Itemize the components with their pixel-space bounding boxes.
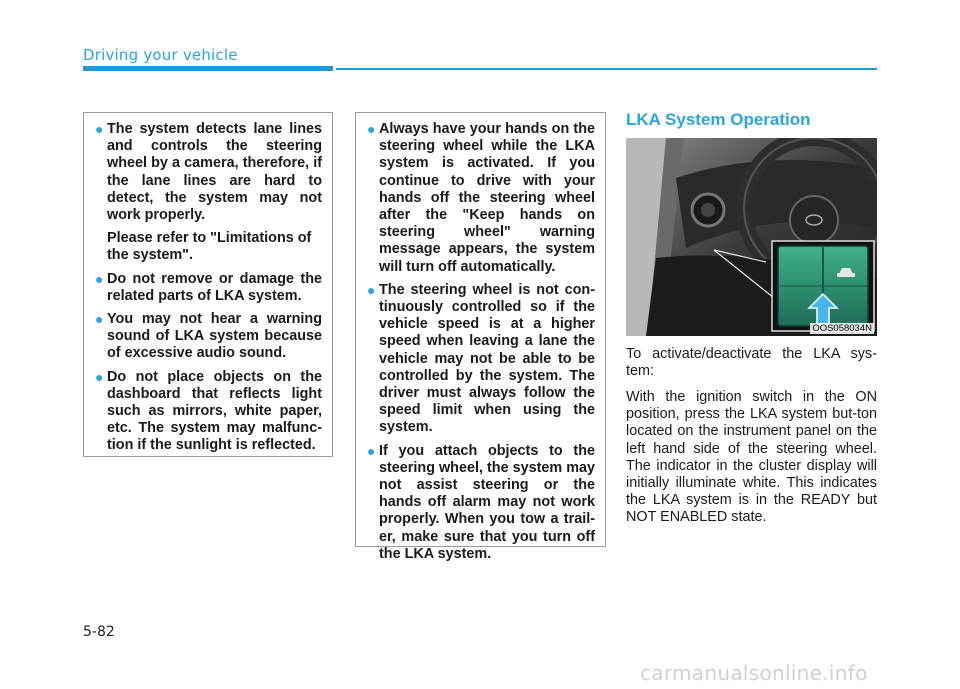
bullet-item: ● Do not place objects on the dashboard that reflects light such as mirrors, white paper, etc. The system may malfunc-tion if the sunlight is reflected. — [95, 368, 322, 454]
header-rule-thin — [336, 68, 877, 70]
bullet-icon: ● — [95, 121, 104, 137]
caution-box-left — [83, 112, 333, 457]
bullet-item: ● You may not hear a warning sound of LKA system because of excessive audio sound. — [95, 311, 322, 362]
bullet-subnote: Please refer to "Limitations of the system". — [107, 230, 312, 264]
bullet-icon: ● — [367, 121, 376, 137]
bullet-item: ● Do not remove or damage the related parts of LKA system. — [95, 270, 322, 304]
bullet-item: ● Always have your hands on the steering wheel while the LKA system is activated. If you continue to drive with your hands off the steering wheel after the "Keep hands on steering wheel" warning message appears, the system will turn off automatically. — [367, 121, 595, 275]
bullet-item: ● The steering wheel is not con-tinuously controlled so if the vehicle speed is at a higher speed when leaving a lane the vehicle may not be able to be controlled by the system. The driver must always follow the speed limit when using the system. — [367, 281, 595, 436]
figure-code: OOS058034N — [812, 323, 872, 334]
bullet-icon: ● — [367, 442, 376, 459]
bullet-icon: ● — [95, 270, 104, 287]
caution-box-middle — [355, 112, 606, 562]
paragraph-ignition: With the ignition switch in the ON position, press the LKA system but-ton located on the instrument panel on the left hand side of the steering wheel. The indicator in the cluster display will initially illuminate white. This indicates the LKA system is in the READY but NOT ENABLED state. — [626, 389, 877, 526]
section-title: LKA System Operation — [626, 110, 811, 129]
section-header-title: Driving your vehicle — [83, 46, 238, 64]
lka-button-figure — [626, 138, 877, 336]
bullet-icon: ● — [95, 368, 104, 385]
dashboard-illustration — [626, 138, 877, 336]
bullet-item: ● The system detects lane lines and controls the steering wheel by a camera, therefore, if the lane lines are hard to detect, the system may not work properly. — [95, 121, 322, 224]
bullet-icon: ● — [367, 281, 376, 298]
bullet-item: ● If you attach objects to the steering wheel, the system may not assist steering or the hands off alarm may not work properly. When you tow a trail-er, make sure that you turn off the LKA system. — [367, 442, 595, 562]
header-rule-thick — [83, 66, 333, 71]
bullet-icon: ● — [95, 311, 104, 328]
paragraph-activate: To activate/deactivate the LKA sys-tem: — [626, 346, 877, 380]
page-number: 5-82 — [83, 624, 115, 640]
watermark: carmanualsonline.info — [640, 661, 868, 685]
